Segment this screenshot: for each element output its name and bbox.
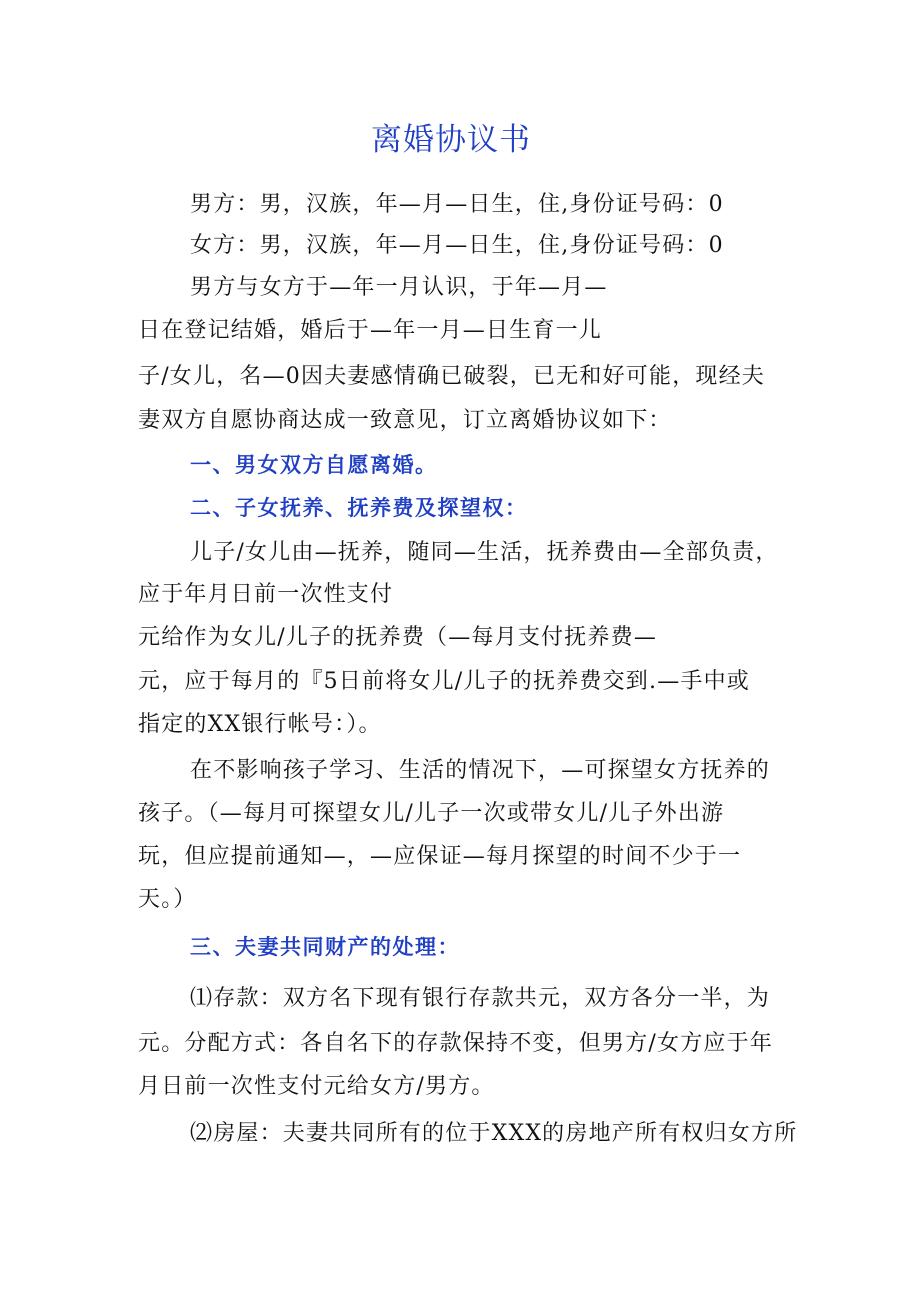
intro-line: 男方与女方于—年一月认识，于年—月— xyxy=(190,275,608,300)
deposit-line: 月日前一次性支付元给女方/男方。 xyxy=(138,1074,495,1099)
section-1-heading: 一、男女双方自愿离婚。 xyxy=(190,453,438,477)
custody-line: 儿子/女儿由—抚养，随同—生活，抚养费由—全部负责， xyxy=(190,540,779,565)
deposit-line: 元。分配方式：各自名下的存款保持不变，但男方/女方应于年 xyxy=(138,1031,774,1056)
custody-line: 元，应于每月的『5日前将女儿/儿子的抚养费交到.—手中或 xyxy=(138,669,751,694)
visitation-line: 在不影响孩子学习、生活的情况下，—可探望女方抚养的 xyxy=(190,758,771,783)
intro-line: 日在登记结婚，婚后于—年一月—日生育一儿 xyxy=(138,318,603,343)
intro-line: 妻双方自愿协商达成一致意见，订立离婚协议如下： xyxy=(138,408,672,433)
custody-line: 指定的XX银行帐号：）。 xyxy=(138,712,382,737)
section-3-heading: 三、夫妻共同财产的处理： xyxy=(190,935,460,959)
party-male-line: 男方：男，汉族，年—月—日生，住,身份证号码：0 xyxy=(190,192,724,217)
visitation-line: 孩子。（—每月可探望女儿/儿子一次或带女儿/儿子外出游 xyxy=(138,801,725,826)
deposit-line: ⑴存款：双方名下现有银行存款共元，双方各分一半，为 xyxy=(190,986,771,1011)
intro-line: 子/女儿，名—0因夫妻感情确已破裂，已无和好可能，现经夫 xyxy=(138,364,766,389)
visitation-line: 玩，但应提前通知—，—应保证—每月探望的时间不少于一 xyxy=(138,844,742,869)
custody-line: 元给作为女儿/儿子的抚养费（—每月支付抚养费— xyxy=(138,625,658,650)
visitation-line: 天。） xyxy=(138,887,197,912)
section-2-heading: 二、子女抚养、抚养费及探望权： xyxy=(190,496,528,520)
party-female-line: 女方：男，汉族，年—月—日生，住,身份证号码：0 xyxy=(190,233,724,258)
document-title: 离婚协议书 xyxy=(371,122,531,158)
house-line: ⑵房屋：夫妻共同所有的位于XXX的房地产所有权归女方所 xyxy=(190,1121,798,1146)
custody-line: 应于年月日前一次性支付 xyxy=(138,582,394,607)
